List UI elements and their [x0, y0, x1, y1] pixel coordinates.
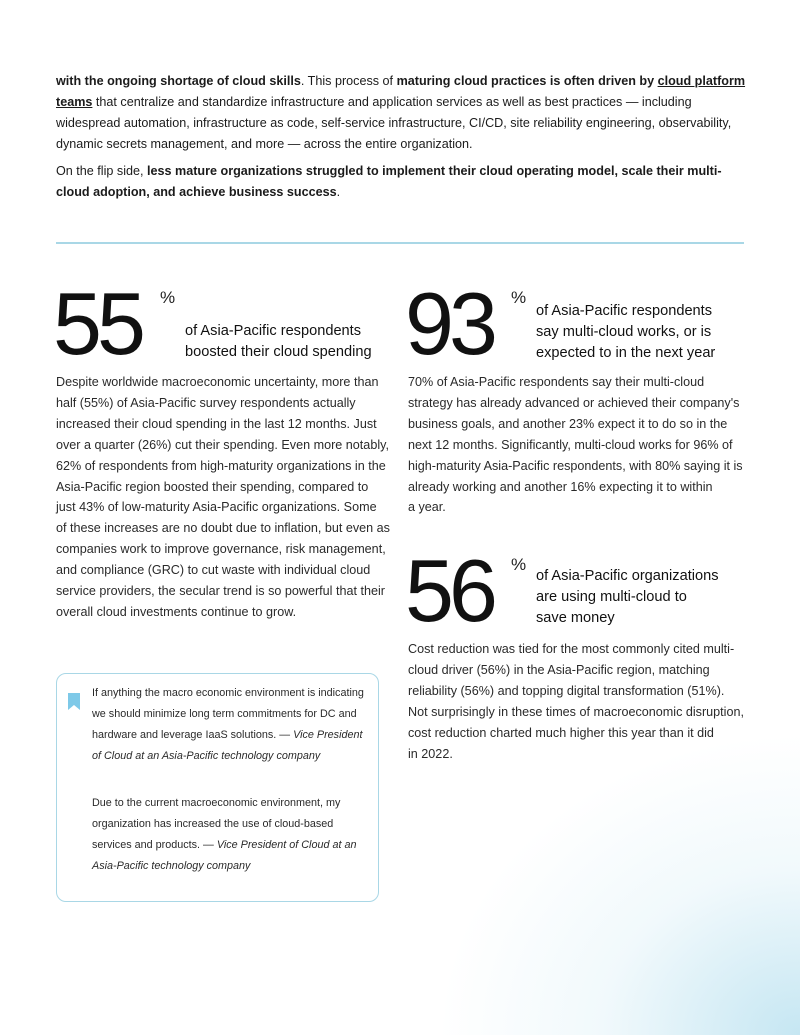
intro-bold-phrase: with the ongoing shortage of cloud skills [56, 74, 301, 88]
intro-bold-phrase: less mature organizations struggled to implement their cloud operating model, scale their multi-cloud adoption, and achieve business success [56, 163, 722, 199]
cloud-platform-teams-link[interactable]: cloud platform teams [56, 74, 746, 109]
quote-attribution: Vice President of Cloud at an Asia-Pacific technology company [92, 838, 357, 872]
intro-paragraph-2 [56, 161, 746, 203]
stat-percent-sign: % [511, 555, 527, 574]
body-line: high-maturity Asia-Pacific respondents, with 80% saying it is [408, 458, 743, 473]
bookmark-icon [68, 693, 80, 710]
body-line: Asia-Pacific region boosted their spending, compared to [56, 479, 369, 494]
body-line: Cost reduction was tied for the most commonly cited multi- [408, 642, 735, 656]
body-line: next 12 months. Significantly, multi-cloud works for 96% of [408, 437, 733, 452]
body-line: companies work to improve governance, risk management, [56, 542, 386, 557]
stat-percent-sign: % [160, 288, 176, 307]
stat-number: 56 [405, 541, 493, 640]
body-line: Not surprisingly in these times of macroeconomic disruption, [408, 704, 744, 719]
body-line: overall cloud investments continue to grow. [56, 604, 297, 619]
quote-attribution: Vice President of Cloud at an Asia-Pacific technology company [92, 728, 363, 762]
stat-caption-line: expected to in the next year [536, 344, 716, 361]
quote-callout [56, 673, 379, 902]
body-line: 70% of Asia-Pacific respondents say their multi-cloud [408, 375, 705, 389]
stat-number: 55 [53, 274, 141, 373]
stat-body [408, 639, 753, 764]
body-line: and compliance (GRC) to cut waste with individual cloud [56, 563, 371, 578]
body-line: reliability (56%) and topping digital transformation (51%). [408, 683, 725, 698]
stat-body [56, 372, 391, 623]
body-line: strategy has already advanced or achieved their company's [408, 395, 740, 410]
quote-text: If anything the macro economic environment is indicating we should minimize long term commitments for DC and hardware and leverage IaaS solutions. — [92, 687, 364, 741]
quote-2 [92, 793, 370, 877]
body-line: half (55%) of Asia-Pacific survey respondents actually [56, 395, 356, 410]
stat-caption-line: of Asia-Pacific organizations [536, 568, 719, 584]
body-line: business goals, and another 23% expect it to do so in the [408, 416, 728, 431]
stat-caption [536, 301, 715, 363]
stat-caption-line: are using multi-cloud to [536, 588, 687, 605]
stat-percent-sign: % [511, 288, 527, 307]
intro-text-run: . [336, 184, 341, 199]
intro-bold-phrase: maturing cloud practices is often driven by [396, 74, 658, 88]
stat-caption-line: boosted their cloud spending [185, 343, 372, 360]
stat-caption-line: of Asia-Pacific respondents [536, 303, 713, 319]
body-line: just 43% of low-maturity Asia-Pacific organizations. Some [56, 500, 377, 515]
stat-caption-line: save money [536, 609, 615, 626]
section-divider [56, 242, 744, 244]
body-line: 62% of respondents from high-maturity organizations in the [56, 458, 386, 473]
body-line: increased their cloud spending in the last 12 months. Just [56, 416, 377, 431]
intro-text-run: that centralize and standardize infrastructure and application services as well as best practices — including widespread automation, infrastructure as code, self-service infrastructure, CI/CD, site reliability engineering, observability, dynamic secrets management, and more — across the entire organization. [56, 94, 732, 151]
body-line: service providers, the secular trend is so powerful that their [56, 584, 385, 599]
quote-text: Due to the current macroeconomic environment, my organization has increased the use of cloud-based services and products. — [92, 797, 341, 851]
body-line: Despite worldwide macroeconomic uncertainty, more than [56, 375, 379, 389]
intro-text [56, 71, 746, 208]
body-line: cloud driver (56%) in the Asia-Pacific region, matching [408, 662, 710, 677]
body-line: a year. [408, 500, 446, 515]
body-line: already working and another 16% expecting it to within [408, 479, 713, 494]
stat-body [408, 372, 753, 518]
intro-text-run: . This process of [300, 74, 397, 88]
intro-text-run: On the flip side, [56, 163, 148, 178]
quote-1 [92, 683, 370, 767]
stat-caption-line: say multi-cloud works, or is [536, 323, 712, 340]
stat-caption [185, 321, 372, 363]
body-line: in 2022. [408, 746, 453, 761]
stat-number: 93 [405, 274, 493, 373]
intro-paragraph-1 [56, 71, 746, 155]
body-line: over a quarter (26%) cut their spending. Even more notably, [56, 437, 389, 452]
stat-caption [536, 566, 719, 628]
stat-caption-line: of Asia-Pacific respondents [185, 323, 362, 339]
body-line: of these increases are no doubt due to inflation, but even as [56, 521, 390, 536]
body-line: cost reduction charted much higher this year than it did [408, 725, 714, 740]
